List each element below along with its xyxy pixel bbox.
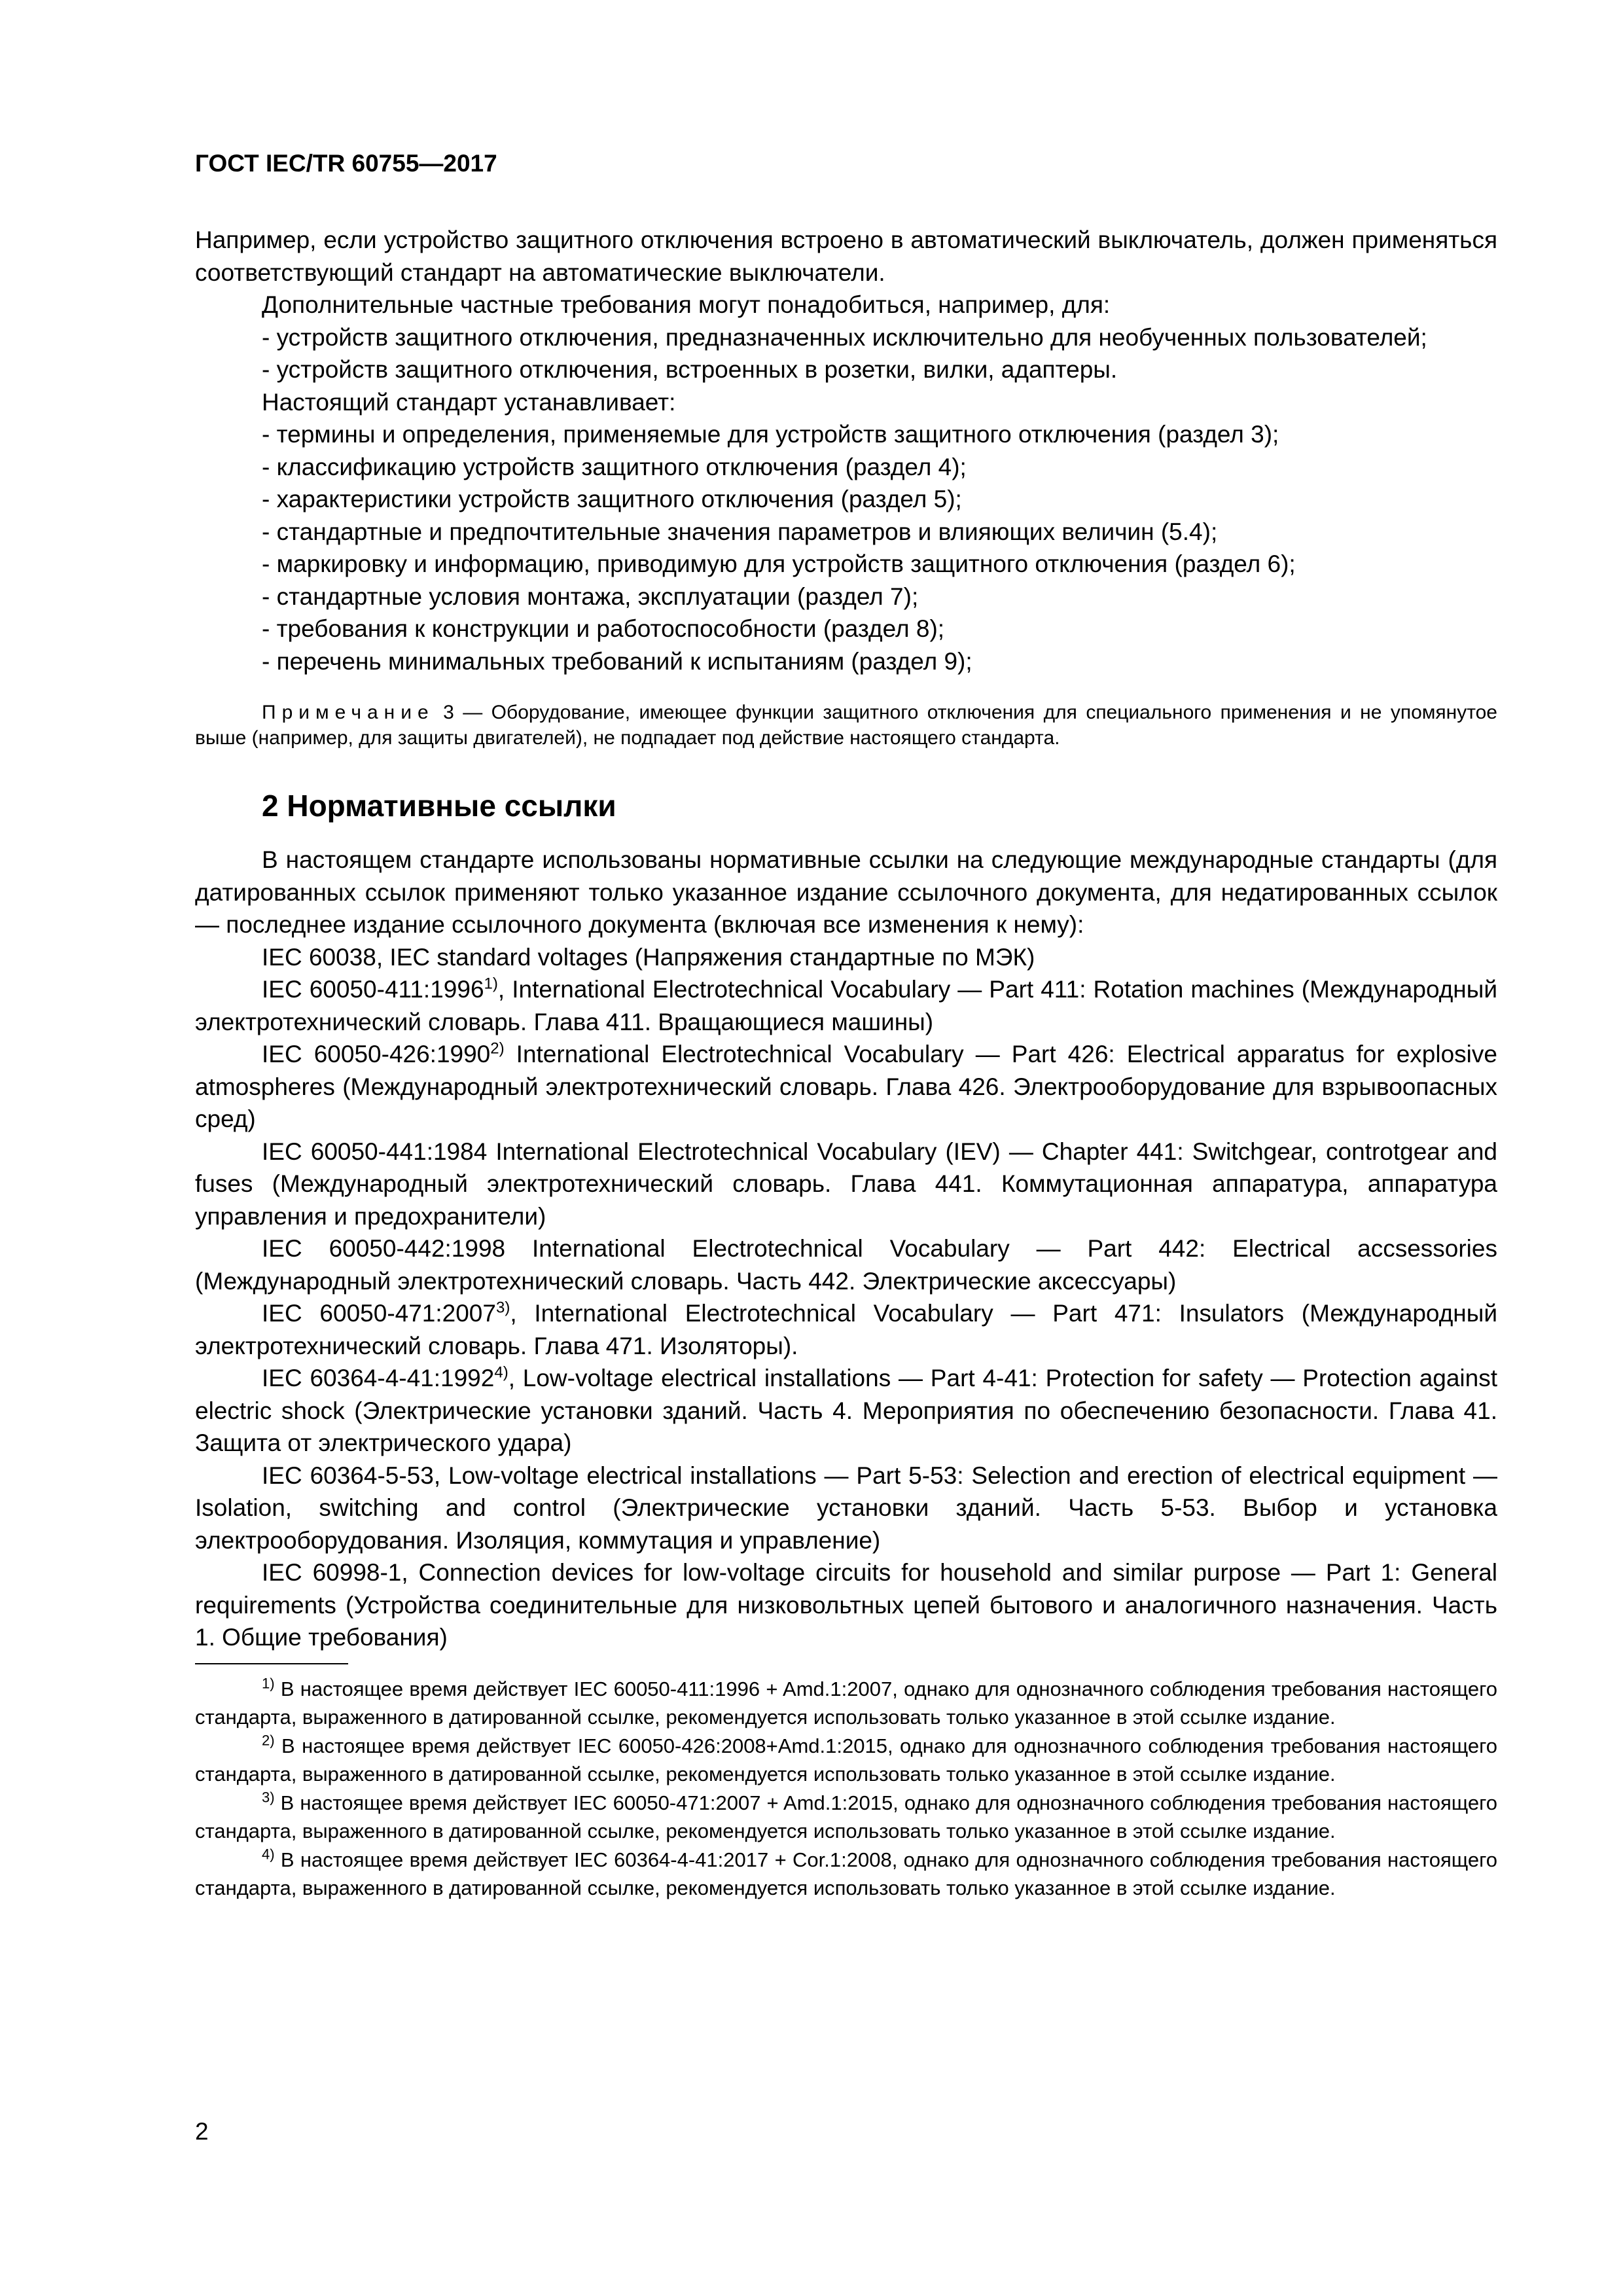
intro-paragraph: Например, если устройство защитного отключения встроено в автоматический выключатель, должен применяться соответствующий стандарт на автоматические выключатели. [195,226,1497,286]
footnote-mark: 1) [262,1675,275,1692]
note-text: 3 — Оборудование, имеющее функции защитного отключения для специального применения и не упомянутое выше (например, для защиты двигателей), не подпадает под действие настоящего стандарта. [195,702,1497,749]
document-body [195,224,1497,1903]
reference-text: , Low-voltage electrical installations — Part 5-53: Selection and erection of electrical equipment — Isolation, switching and control (Электрические установки зданий. Часть 5-53. Выбор и установка электрооборудования. Изоляция, коммутация и управление) [195,1462,1497,1554]
list-item: - устройств защитного отключения, встроенных в розетки, вилки, адаптеры. [262,356,1118,383]
reference-id: IEC 60038 [262,943,376,971]
reference-item [195,1232,1497,1297]
list-item: - характеристики устройств защитного отключения (раздел 5); [262,486,962,512]
list-item: - устройств защитного отключения, предназначенных исключительно для необученных пользователей; [262,323,1427,351]
section-title: 2 Нормативные ссылки [262,789,616,823]
list-item: - маркировку и информацию, приводимую для устройств защитного отключения (раздел 6); [262,550,1296,577]
page-number: 2 [195,2118,209,2145]
footnote-mark: 4) [262,1846,275,1863]
footnote [195,1846,1497,1903]
footnote-divider [195,1663,348,1664]
reference-item [195,1038,1497,1136]
reference-id: IEC 60998-1 [262,1559,402,1586]
footnote [195,1675,1497,1732]
reference-text: , Low-voltage electrical installations — Part 4-41: Protection for safety — Protection against electric shock (Электрические установки зданий. Часть 4. Мероприятия по обеспечению безопасности. Глава 41. Защита от электрического удара) [195,1365,1498,1456]
reference-id: IEC 60050-411:1996 [262,976,484,1003]
reference-item [195,1556,1497,1654]
footnote-text: В настоящее время действует IEC 60050-411:1996 + Amd.1:2007, однако для однозначного соблюдения требования настоящего стандарта, выраженного в датированной ссылке, рекомендуется использовать только указанное в этой ссылке издание. [195,1677,1497,1729]
reference-id: IEC 60050-441:1984 [262,1138,488,1165]
note [195,700,1497,751]
reference-id: IEC 60050-426:1990 [262,1041,491,1067]
list-item: - термины и определения, применяемые для устройств защитного отключения (раздел 3); [262,421,1279,448]
reference-id: IEC 60364-4-41:1992 [262,1365,495,1391]
reference-text: International Electrotechnical Vocabulary (IEV) — Chapter 441: Switchgear, controtgear and fuses (Международный электротехнический словарь. Глава 441. Коммутационная аппаратура, аппаратура управления и предохранители) [195,1138,1497,1230]
intro-paragraph: Настоящий стандарт устанавливает: [262,388,676,416]
footnote-text: В настоящее время действует IEC 60050-471:2007 + Amd.1:2015, однако для однозначного соблюдения требования настоящего стандарта, выраженного в датированной ссылке, рекомендуется использовать только указанное в этой ссылке издание. [195,1791,1497,1842]
footnote-ref: 4) [494,1363,508,1382]
footnote-mark: 2) [262,1732,275,1749]
list-item: - требования к конструкции и работоспособности (раздел 8); [262,615,945,642]
reference-text: , Connection devices for low-voltage circuits for household and similar purpose — Part 1: General requirements (Устройства соединительные для низковольтных цепей бытового и аналогичного назначения. Часть 1. Общие требования) [195,1559,1497,1651]
list-item: - стандартные и предпочтительные значения параметров и влияющих величин (5.4); [262,518,1218,545]
reference-text: International Electrotechnical Vocabulary — Part 426: Electrical apparatus for explosive atmospheres (Международный электротехнический словарь. Глава 426. Электрооборудование для взрывоопасных сред) [195,1041,1497,1132]
reference-item [195,941,1497,974]
footnote-ref: 1) [484,975,498,993]
footnote [195,1732,1497,1789]
reference-text: , International Electrotechnical Vocabulary — Part 471: Insulators (Международный электротехнический словарь. Глава 471. Изоляторы). [195,1300,1497,1359]
list-item: - стандартные условия монтажа, эксплуатации (раздел 7); [262,583,919,610]
reference-item [195,1362,1497,1460]
reference-text: , IEC standard voltages (Напряжения стандартные по МЭК) [376,943,1035,971]
reference-id: IEC 60050-471:2007 [262,1300,496,1327]
reference-item [195,1460,1497,1557]
footnote-ref: 2) [490,1039,505,1058]
reference-id: IEC 60364-5-53 [262,1462,434,1489]
list-item: - классификацию устройств защитного отключения (раздел 4); [262,453,967,480]
footnote [195,1789,1497,1846]
reference-text: , International Electrotechnical Vocabulary — Part 411: Rotation machines (Международный электротехнический словарь. Глава 411. Вращающиеся машины) [195,976,1498,1035]
footnote-text: В настоящее время действует IEC 60050-426:2008+Amd.1:2015, однако для однозначного соблюдения требования настоящего стандарта, выраженного в датированной ссылке, рекомендуется использовать только указанное в этой ссылке издание. [195,1734,1497,1785]
section-intro: В настоящем стандарте использованы нормативные ссылки на следующие международные стандарты (для датированных ссылок применяют только указанное издание ссылочного документа, для недатированных ссылок — последнее издание ссылочного документа (включая все изменения к нему): [195,846,1497,938]
footnote-text: В настоящее время действует IEC 60364-4-41:2017 + Cor.1:2008, однако для однозначного соблюдения требования настоящего стандарта, выраженного в датированной ссылке, рекомендуется использовать только указанное в этой ссылке издание. [195,1848,1497,1899]
list-item: - перечень минимальных требований к испытаниям (раздел 9); [262,647,972,675]
footnote-ref: 3) [495,1299,510,1317]
reference-item [195,973,1497,1038]
reference-id: IEC 60050-442:1998 [262,1235,506,1262]
footnote-mark: 3) [262,1789,275,1806]
document-header: ГОСТ IEC/TR 60755—2017 [195,150,497,177]
note-label: Примечание [262,702,435,723]
intro-paragraph: Дополнительные частные требования могут понадобиться, например, для: [262,291,1111,318]
reference-item [195,1136,1497,1233]
reference-text: International Electrotechnical Vocabulary — Part 442: Electrical accsessories (Международный электротехнический словарь. Часть 442. Электрические аксессуары) [195,1235,1497,1295]
reference-item [195,1297,1497,1362]
